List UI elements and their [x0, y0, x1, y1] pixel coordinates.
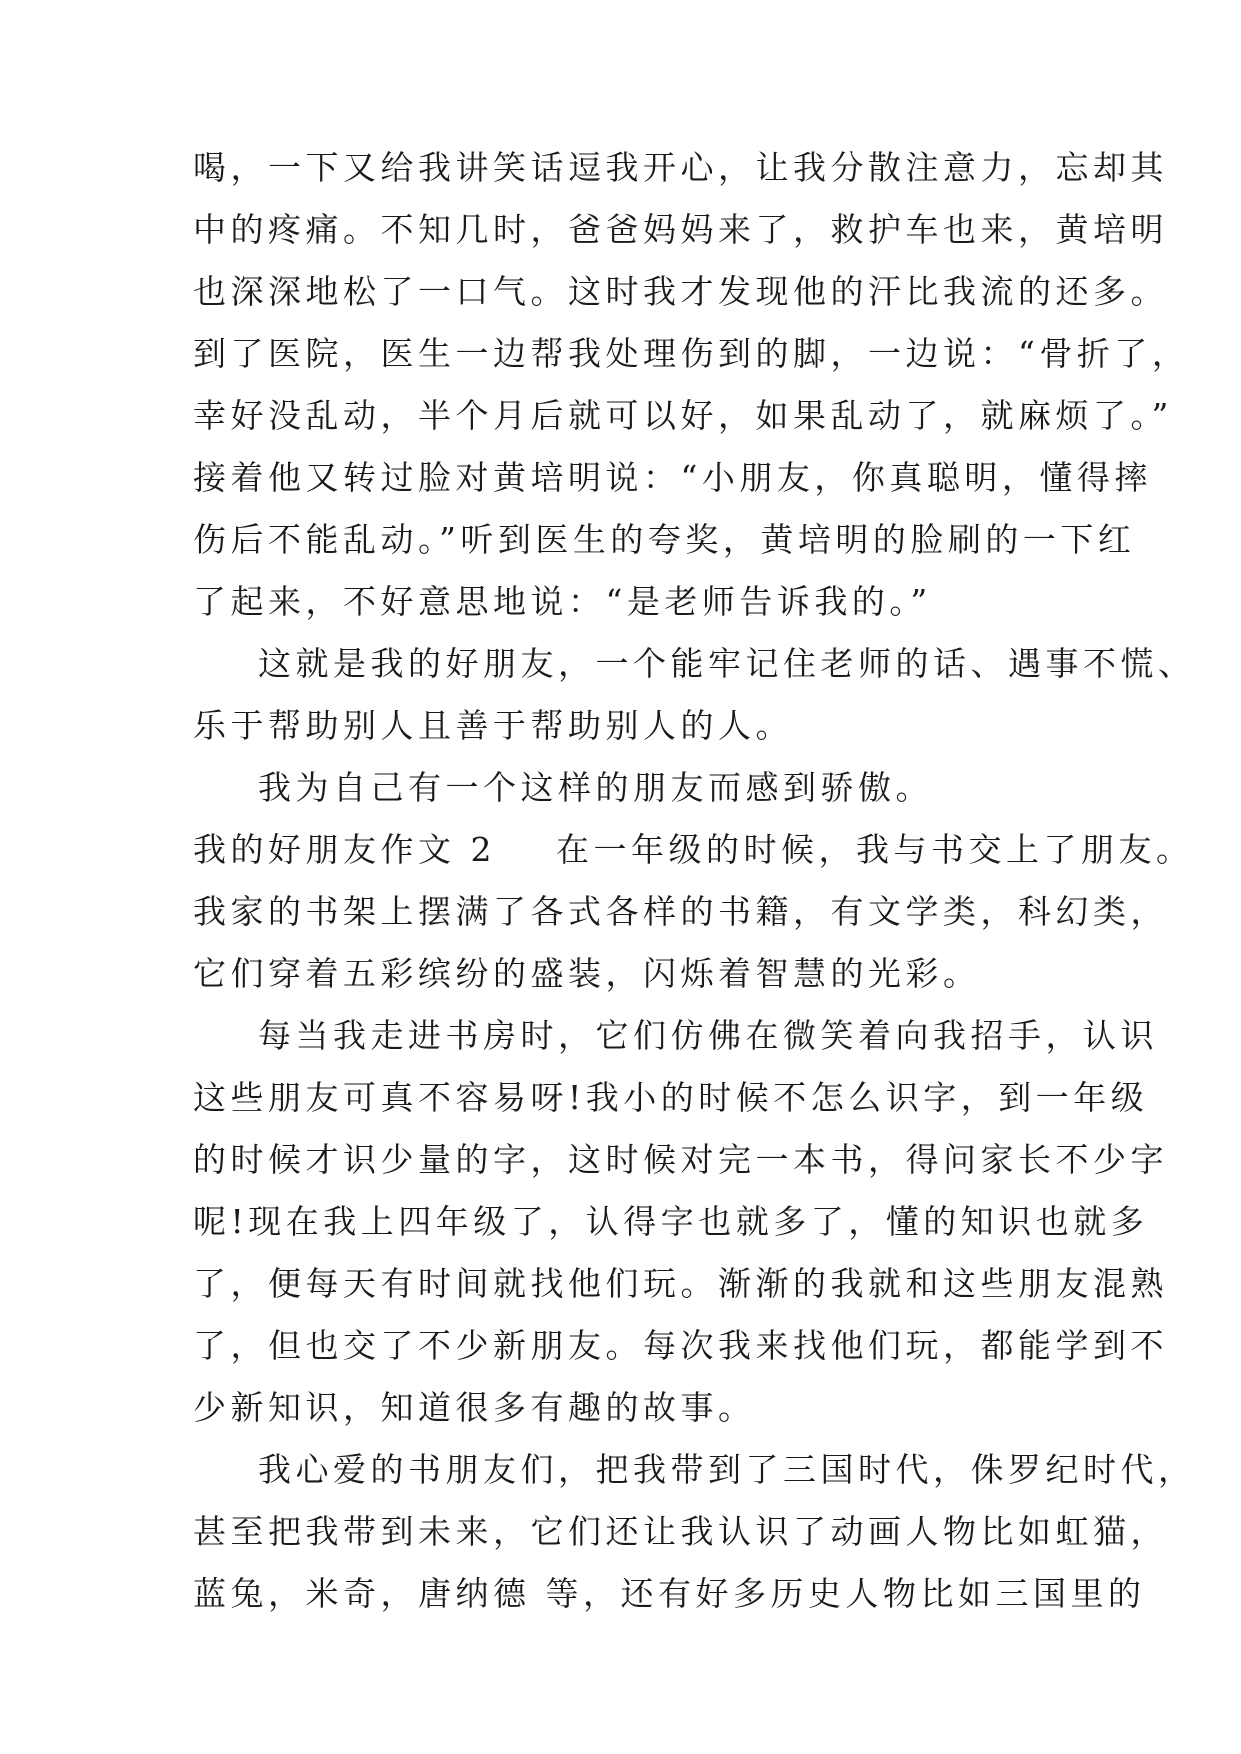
text-line: 这就是我的好朋友，一个能牢记住老师的话、遇事不慌、 — [258, 644, 1196, 683]
essay-title: 我的好朋友作文 2 — [193, 830, 496, 869]
text-line: 的时候才识少量的字，这时候对完一本书，得问家长不少字 — [193, 1140, 1168, 1179]
text-line: 也深深地松了一口气。这时我才发现他的汗比我流的还多。 — [193, 272, 1168, 311]
text-line: 我心爱的书朋友们，把我带到了三国时代，侏罗纪时代， — [258, 1450, 1196, 1489]
text-line: 伤后不能乱动。”听到医生的夸奖，黄培明的脸刷的一下红 — [193, 520, 1136, 559]
text-line: 每当我走进书房时，它们仿佛在微笑着向我招手，认识 — [258, 1016, 1158, 1055]
text-line: 少新知识，知道很多有趣的故事。 — [193, 1388, 756, 1427]
text-line: 了，但也交了不少新朋友。每次我来找他们玩，都能学到不 — [193, 1326, 1168, 1365]
essay-first-sentence: 在一年级的时候，我与书交上了朋友。 — [556, 830, 1194, 869]
essay-heading-line — [193, 830, 1194, 870]
text-line: 呢!现在我上四年级了，认得字也就多了，懂的知识也就多 — [193, 1202, 1149, 1241]
text-line: 幸好没乱动，半个月后就可以好，如果乱动了，就麻烦了。” — [193, 396, 1173, 435]
text-line: 我为自己有一个这样的朋友而感到骄傲。 — [258, 768, 933, 807]
text-line: 乐于帮助别人且善于帮助别人的人。 — [193, 706, 793, 745]
text-line: 甚至把我带到未来，它们还让我认识了动画人物比如虹猫， — [193, 1512, 1168, 1551]
text-line: 了起来，不好意思地说：“是老师告诉我的。” — [193, 582, 932, 621]
text-line: 中的疼痛。不知几时，爸爸妈妈来了，救护车也来，黄培明 — [193, 210, 1168, 249]
text-line: 这些朋友可真不容易呀!我小的时候不怎么识字，到一年级 — [193, 1078, 1149, 1117]
text-line: 接着他又转过脸对黄培明说：“小朋友，你真聪明，懂得摔 — [193, 458, 1152, 497]
text-line: 蓝兔，米奇，唐纳德 等，还有好多历史人物比如三国里的 — [193, 1574, 1146, 1613]
text-line: 它们穿着五彩缤纷的盛装，闪烁着智慧的光彩。 — [193, 954, 981, 993]
text-line: 了，便每天有时间就找他们玩。渐渐的我就和这些朋友混熟 — [193, 1264, 1168, 1303]
text-line: 喝，一下又给我讲笑话逗我开心，让我分散注意力，忘却其 — [193, 148, 1168, 187]
text-line: 我家的书架上摆满了各式各样的书籍，有文学类，科幻类， — [193, 892, 1168, 931]
text-line: 到了医院，医生一边帮我处理伤到的脚，一边说：“骨折了， — [193, 334, 1190, 373]
